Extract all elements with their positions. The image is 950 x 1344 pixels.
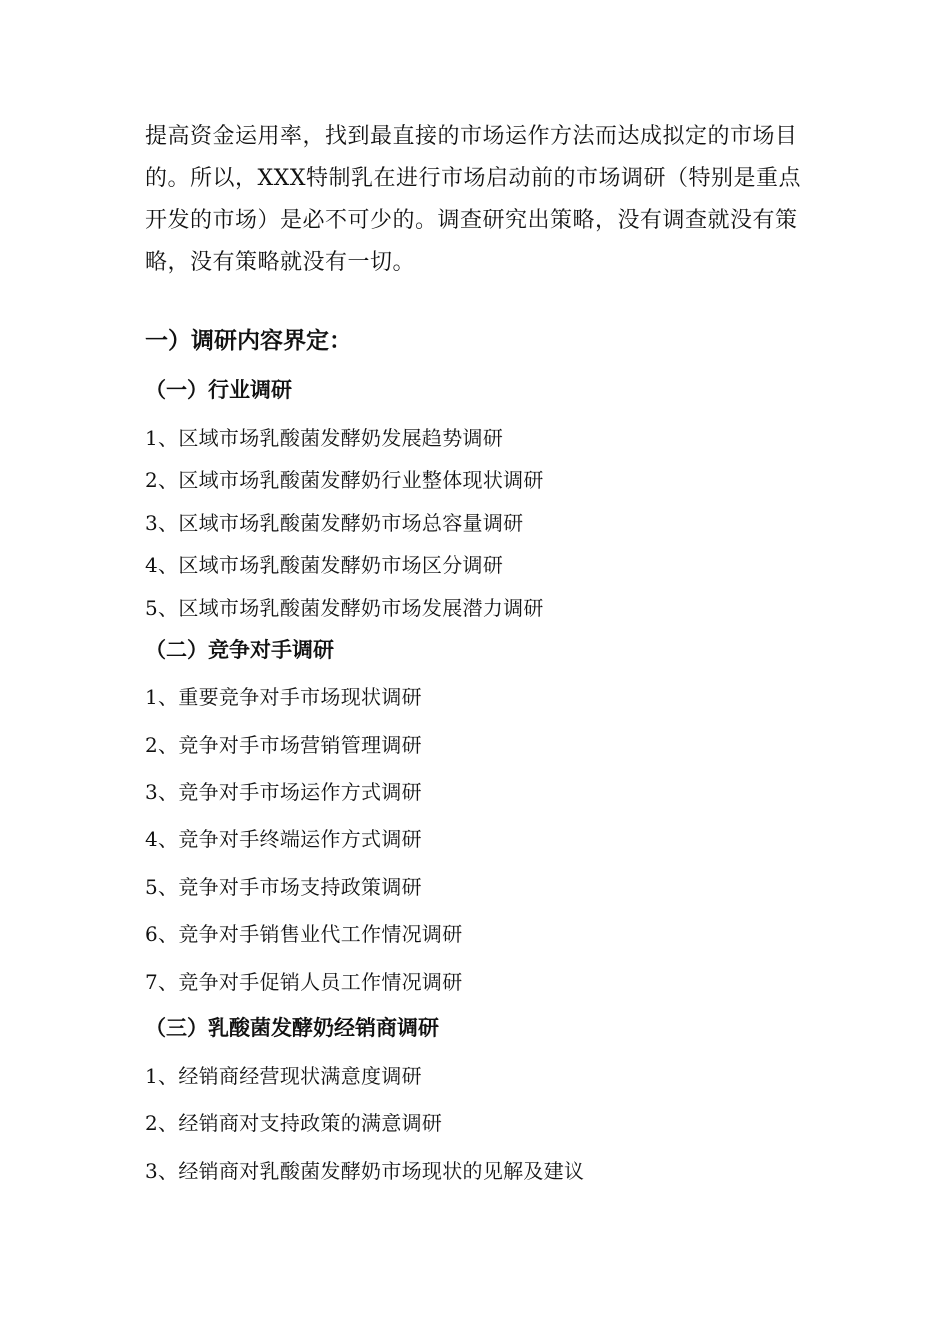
list-item: 1、区域市场乳酸菌发酵奶发展趋势调研 xyxy=(145,426,504,450)
list-item: 1、经销商经营现状满意度调研 xyxy=(145,1064,422,1088)
list-item: 1、重要竞争对手市场现状调研 xyxy=(145,685,422,709)
subsection-title-industry: （一）行业调研 xyxy=(145,378,292,402)
list-item: 2、竞争对手市场营销管理调研 xyxy=(145,733,422,757)
intro-line: 略，没有策略就没有一切。 xyxy=(145,250,416,275)
list-item: 5、竞争对手市场支持政策调研 xyxy=(145,875,422,899)
list-item: 3、区域市场乳酸菌发酵奶市场总容量调研 xyxy=(145,511,524,535)
list-item: 2、区域市场乳酸菌发酵奶行业整体现状调研 xyxy=(145,468,544,492)
list-item: 4、区域市场乳酸菌发酵奶市场区分调研 xyxy=(145,553,504,577)
section-heading: 一）调研内容界定： xyxy=(145,328,352,354)
subsection-title-competitors: （二）竞争对手调研 xyxy=(145,638,334,662)
list-item: 4、竞争对手终端运作方式调研 xyxy=(145,827,422,851)
list-item: 5、区域市场乳酸菌发酵奶市场发展潜力调研 xyxy=(145,596,544,620)
subsection-title-distributors: （三）乳酸菌发酵奶经销商调研 xyxy=(145,1016,439,1040)
list-item: 2、经销商对支持政策的满意调研 xyxy=(145,1111,443,1135)
list-item: 7、竞争对手促销人员工作情况调研 xyxy=(145,970,463,994)
list-item: 6、竞争对手销售业代工作情况调研 xyxy=(145,922,463,946)
list-item: 3、竞争对手市场运作方式调研 xyxy=(145,780,422,804)
list-item: 3、经销商对乳酸菌发酵奶市场现状的见解及建议 xyxy=(145,1159,585,1183)
intro-paragraph xyxy=(145,116,805,284)
intro-line: 提高资金运用率，找到最直接的市场运作方法而达成拟定的市场目 xyxy=(145,124,798,149)
intro-line: 开发的市场）是必不可少的。调查研究出策略，没有调查就没有策 xyxy=(145,208,798,233)
intro-line: 的。所以，XXX特制乳在进行市场启动前的市场调研（特别是重点 xyxy=(145,166,801,191)
